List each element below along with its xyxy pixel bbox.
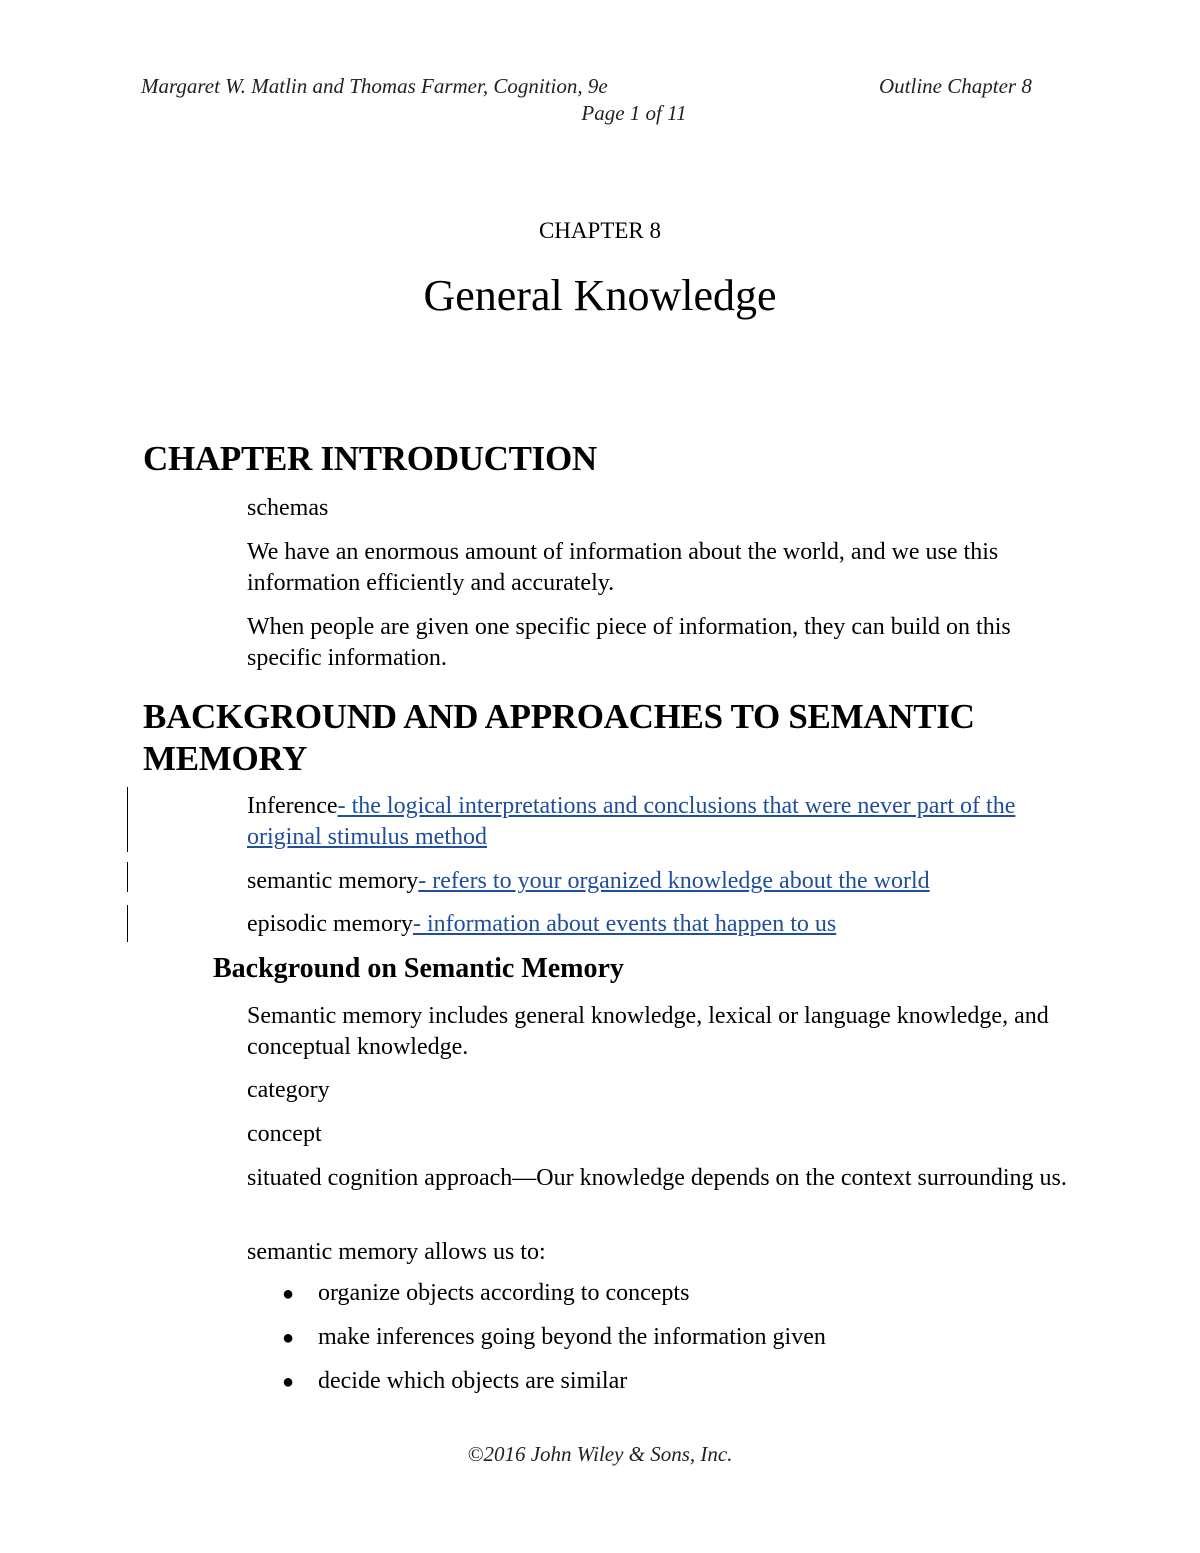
header-outline-label: Outline Chapter 8 — [879, 74, 1032, 98]
revision-change-bar — [127, 905, 128, 942]
bullet-item: organize objects according to concepts — [318, 1280, 690, 1306]
subsection-heading: Background on Semantic Memory — [213, 953, 624, 984]
intro-item: We have an enormous amount of information about the world, and we use this information efficiently and accurately. — [247, 539, 999, 596]
bullet-item: make inferences going beyond the information given — [318, 1324, 826, 1350]
header-page-number: Page 1 of 11 — [581, 101, 687, 125]
term-definition-row — [247, 791, 1067, 853]
term-definition: - refers to your organized knowledge about the world — [418, 868, 930, 894]
revision-change-bar — [127, 787, 128, 852]
body-paragraph: concept — [247, 1121, 322, 1147]
term-definition-row — [247, 909, 1067, 940]
body-paragraph: situated cognition approach—Our knowledge depends on the context surrounding us. — [247, 1165, 1067, 1191]
body-paragraph: Semantic memory includes general knowledge, lexical or language knowledge, and conceptual knowledge. — [247, 1003, 1049, 1060]
intro-item: When people are given one specific piece of information, they can build on this specific information. — [247, 614, 1011, 671]
term-label: Inference — [247, 793, 338, 819]
term-label: semantic memory — [247, 868, 419, 894]
bullet-item: decide which objects are similar — [318, 1368, 628, 1394]
term-definition-row — [247, 866, 1067, 897]
section-heading-introduction: CHAPTER INTRODUCTION — [143, 439, 597, 478]
term-definition: - information about events that happen to us — [412, 911, 837, 937]
header-citation: Margaret W. Matlin and Thomas Farmer, Cognition, 9e — [141, 74, 608, 98]
section-heading-background: BACKGROUND AND APPROACHES TO SEMANTIC MEMORY — [143, 697, 975, 778]
chapter-title: General Knowledge — [423, 271, 777, 320]
bullet-icon: ● — [282, 1371, 295, 1393]
footer-copyright: ©2016 John Wiley & Sons, Inc. — [467, 1442, 733, 1466]
body-paragraph: semantic memory allows us to: — [247, 1239, 546, 1265]
chapter-number: CHAPTER 8 — [538, 218, 662, 243]
bullet-icon: ● — [282, 1283, 295, 1305]
body-paragraph: category — [247, 1077, 330, 1103]
revision-change-bar — [127, 862, 128, 892]
intro-item: schemas — [247, 495, 329, 521]
term-definition: - the logical interpretations and conclusions that were never part of the original stimulus method — [247, 793, 1016, 850]
bullet-icon: ● — [282, 1327, 295, 1349]
term-label: episodic memory — [247, 911, 413, 937]
